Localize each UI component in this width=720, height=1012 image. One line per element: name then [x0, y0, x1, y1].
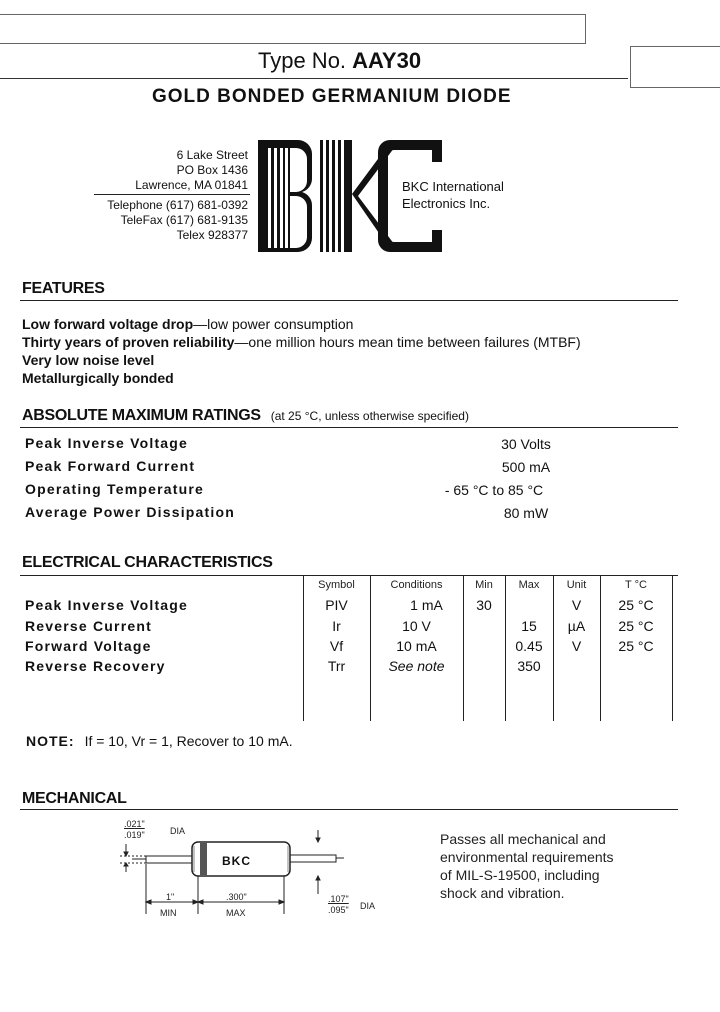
rating-value: - 65 °C to 85 °C: [444, 482, 544, 498]
mechanical-rule: [20, 809, 678, 810]
cell-symbol: Ir: [332, 618, 341, 634]
cell-conditions: 10 V: [402, 618, 431, 634]
col-header-max: Max: [518, 579, 540, 591]
feature-item: Low forward voltage drop—low power consumption: [22, 316, 354, 332]
cell-unit: V: [571, 597, 582, 613]
table-row-label: Forward Voltage: [25, 638, 152, 654]
feature-list: [22, 315, 581, 387]
lead-length-label: MIN: [160, 908, 177, 918]
header-box-right: [630, 46, 720, 88]
wire-dia-label: .021" .019": [124, 819, 145, 840]
rating-label: Peak Inverse Voltage: [25, 435, 189, 451]
cell-conditions: 10 mA: [396, 638, 437, 654]
contact-block: Telephone (617) 681-0392 TeleFax (617) 681-9135 Telex 928377: [107, 198, 248, 242]
type-number: Type No. AAY30: [258, 48, 422, 73]
cell-unit: V: [571, 638, 582, 654]
table-row-label: Reverse Recovery: [25, 658, 166, 674]
cell-temp: 25 °C: [618, 638, 654, 654]
cell-symbol: Vf: [329, 638, 344, 654]
features-heading: FEATURES: [22, 280, 105, 297]
body-length-value: .300": [226, 892, 247, 902]
ratings-heading: ABSOLUTE MAXIMUM RATINGS (at 25 °C, unless otherwise specified): [22, 407, 469, 424]
footnote: NOTE: If = 10, Vr = 1, Recover to 10 mA.: [26, 733, 293, 749]
col-header-temp: T °C: [625, 579, 647, 591]
body-dia-suffix: DIA: [360, 901, 376, 911]
col-header-min: Min: [475, 579, 493, 591]
address-block: 6 Lake Street PO Box 1436 Lawrence, MA 01841: [135, 148, 248, 192]
cell-temp: 25 °C: [618, 618, 654, 634]
header-rule: [0, 78, 628, 79]
cell-symbol: Trr: [327, 658, 346, 674]
mechanical-heading: MECHANICAL: [22, 790, 127, 807]
rating-label: Peak Forward Current: [25, 458, 196, 474]
cell-unit: µA: [567, 618, 586, 634]
mechanical-description: Passes all mechanical and environmental requirements of MIL-S-19500, including shock and vibration.: [440, 831, 614, 901]
rating-value: 500 mA: [501, 459, 551, 475]
header-box-left: [0, 14, 586, 44]
electrical-heading: ELECTRICAL CHARACTERISTICS: [22, 554, 273, 571]
page-title: GOLD BONDED GERMANIUM DIODE: [152, 86, 512, 107]
feature-item: Metallurgically bonded: [22, 370, 174, 386]
body-dia-label: .107" .095": [328, 894, 349, 915]
rating-value: 30 Volts: [501, 436, 551, 452]
col-header-unit: Unit: [566, 579, 587, 591]
rating-label: Average Power Dissipation: [25, 504, 235, 520]
col-header-symbol: Symbol: [318, 579, 355, 591]
cell-conditions: 1 mA: [410, 597, 443, 613]
body-length-label: MAX: [226, 908, 246, 918]
features-rule: [20, 300, 678, 301]
col-header-conditions: Conditions: [390, 579, 443, 591]
ratings-note: (at 25 °C, unless otherwise specified): [270, 409, 469, 423]
electrical-rule: [20, 575, 678, 576]
ratings-rule: [20, 427, 678, 428]
rating-label: Operating Temperature: [25, 481, 204, 497]
wire-dia-suffix: DIA: [170, 826, 186, 836]
rating-value: 80 mW: [503, 505, 549, 521]
cell-max: 15: [521, 618, 537, 634]
company-name: BKC International Electronics Inc.: [402, 179, 504, 211]
cell-max: 350: [517, 658, 541, 674]
address-divider: [94, 194, 250, 195]
table-row-label: Peak Inverse Voltage: [25, 597, 189, 613]
feature-item: Very low noise level: [22, 352, 155, 368]
table-divider: [672, 575, 673, 721]
cell-symbol: PIV: [325, 597, 348, 613]
table-row-label: Reverse Current: [25, 618, 152, 634]
feature-item: Thirty years of proven reliability—one million hours mean time between failures (MTBF): [22, 334, 581, 350]
lead-length-value: 1": [166, 892, 175, 902]
cell-max: 0.45: [515, 638, 543, 654]
cell-temp: 25 °C: [618, 597, 654, 613]
diode-body-label: BKC: [222, 854, 251, 868]
cell-conditions: See note: [388, 658, 445, 674]
cell-min: 30: [476, 597, 492, 613]
